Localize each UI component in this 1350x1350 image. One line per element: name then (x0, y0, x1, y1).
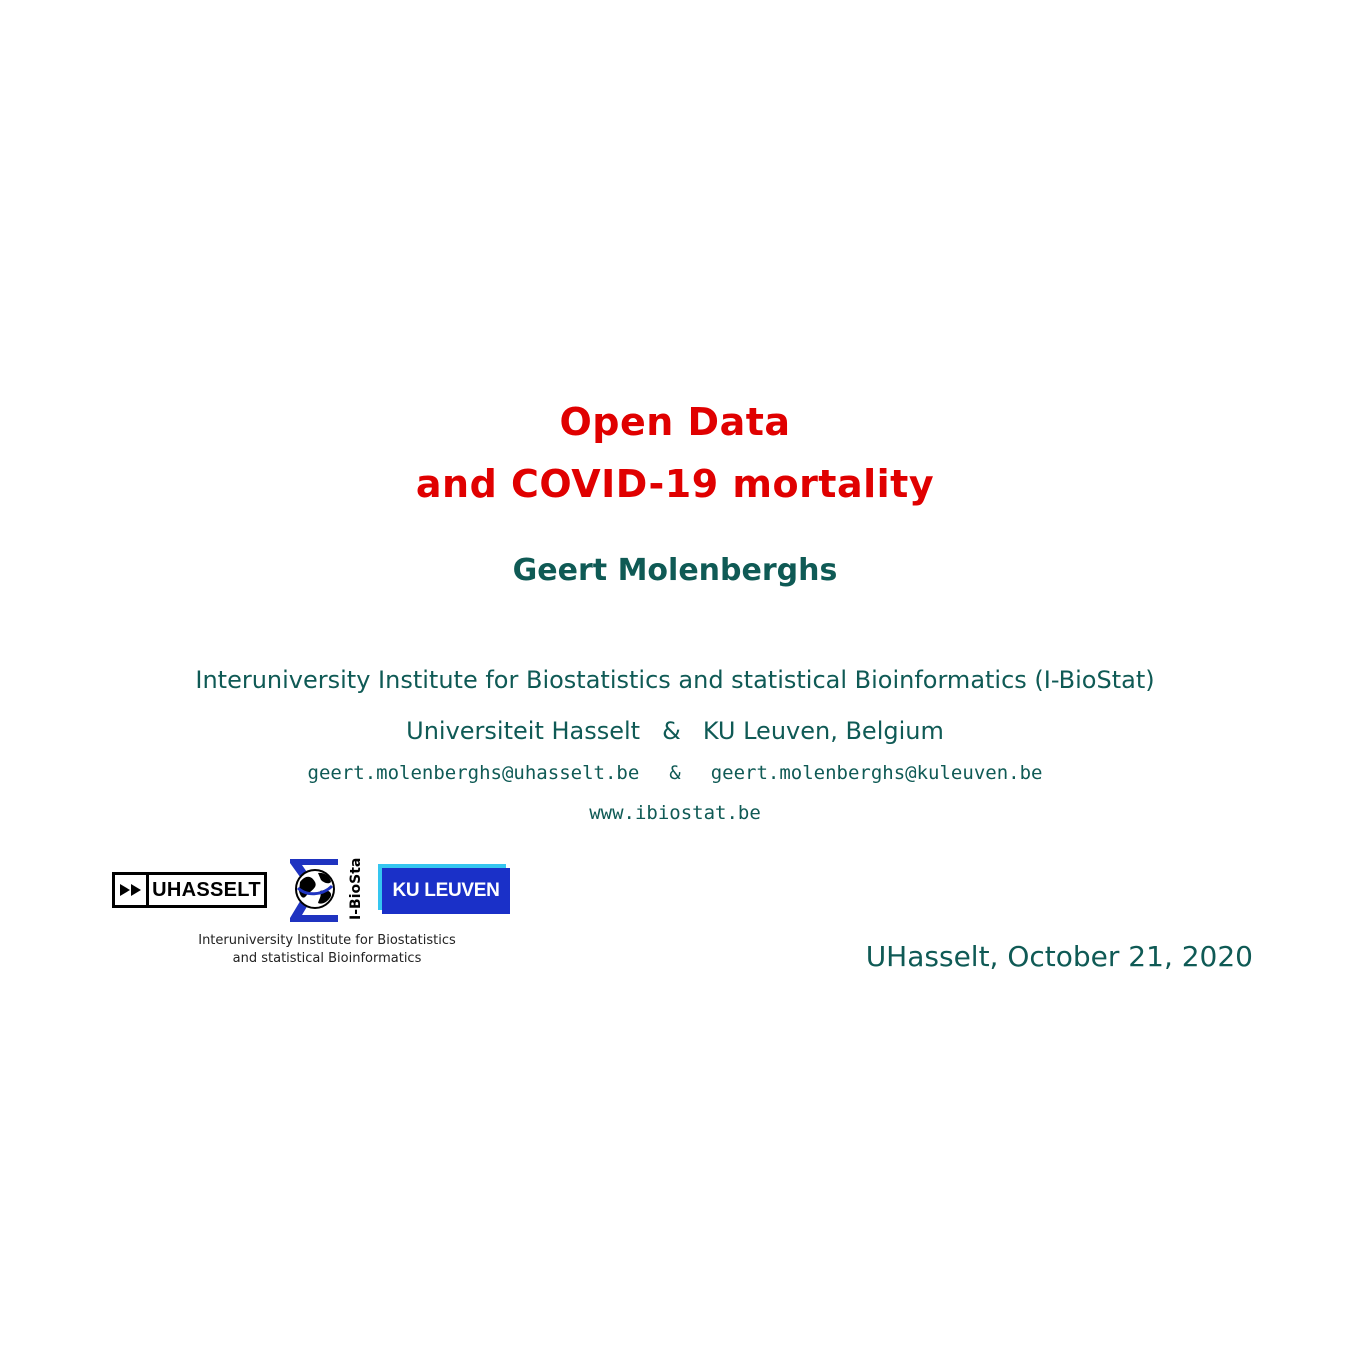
email-kuleuven[interactable]: geert.molenberghs@kuleuven.be (710, 762, 1043, 784)
ampersand: & (662, 717, 681, 745)
fast-forward-icon (115, 875, 149, 905)
slide-title-line-1: Open Data (559, 400, 791, 444)
website-link[interactable]: www.ibiostat.be (589, 802, 761, 824)
university-hasselt: Universiteit Hasselt (406, 717, 641, 745)
university-leuven: KU Leuven, Belgium (702, 717, 944, 745)
kuleuven-logo: KU LEUVEN (382, 868, 510, 914)
institute-name: Interuniversity Institute for Biostatistics and statistical Bioinformatics (I-BioStat) (195, 666, 1155, 694)
uhasselt-logo (112, 872, 267, 908)
slide-title-line-2: and COVID-19 mortality (415, 462, 935, 506)
emails-line (0, 762, 1350, 784)
institute-caption-line-2: and statistical Bioinformatics (232, 951, 422, 966)
logo-group (112, 858, 512, 968)
author-name: Geert Molenberghs (512, 553, 838, 588)
ibiostat-logo (288, 858, 366, 924)
uhasselt-wordmark: UHASSELT (152, 878, 261, 901)
ampersand: & (669, 762, 681, 784)
institute-caption-line-1: Interuniversity Institute for Biostatistics (198, 933, 456, 948)
ibiostat-wordmark: I-BioStat (348, 858, 364, 920)
presentation-date: UHasselt, October 21, 2020 (865, 940, 1253, 973)
institute-caption (172, 932, 482, 968)
universities-line (0, 717, 1350, 745)
email-uhasselt[interactable]: geert.molenberghs@uhasselt.be (307, 762, 640, 784)
